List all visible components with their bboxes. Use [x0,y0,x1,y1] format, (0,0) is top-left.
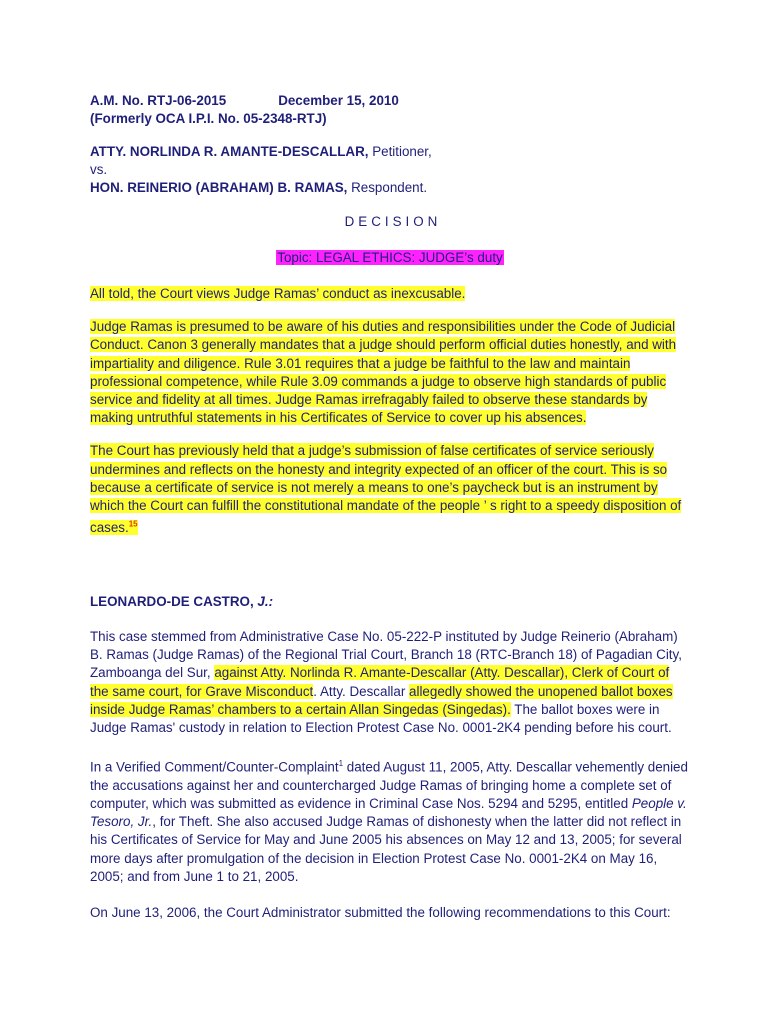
petitioner-line [90,143,690,161]
ponente-line [90,593,690,611]
highlight-text [90,443,681,534]
parties-block [90,143,690,197]
body-text: This case stemmed from Administrative Case No. 05-222-P instituted by Judge Reinerio (Abraham) B. Ramas (Judge Ramas) of the Regional Trial Court, Branch 18 (RTC-Branch 18) of Pagadian City, Zamboanga del Sur, [90,628,682,681]
petitioner-role: Petitioner, [368,144,432,159]
highlight-paragraph-3 [90,442,690,536]
body-text: In a Verified Comment/Counter-Complaint [90,759,339,775]
ponente-name: LEONARDO-DE CASTRO, [90,593,254,609]
respondent-role: Respondent. [347,180,428,195]
case-number: A.M. No. RTJ-06-2015 [90,93,227,108]
body-paragraph-3: On June 13, 2006, the Court Administrator submitted the following recommendations to this Court: [90,905,671,921]
case-title-italic: People v. Tesoro, Jr. [90,796,687,830]
body-text: dated August 11, 2005, Atty. Descallar vehemently denied the accusations against her and countercharged Judge Ramas of bringing home a complete set of computer, which was submitted as evidence in Criminal Case Nos. 5294 and 5295, entitled [90,759,688,811]
decision-title: DECISION [344,214,442,229]
highlight-text: against Atty. Norlinda R. Amante-Descallar (Atty. Descallar), Clerk of Court of the same court, for Grave Misconduct [90,665,670,699]
footnote-marker[interactable]: 15 [128,519,138,529]
case-number-line [90,92,690,110]
petitioner-name: ATTY. NORLINDA R. AMANTE-DESCALLAR, [90,144,369,159]
document-page [90,92,690,922]
formerly-line: (Formerly OCA I.P.I. No. 05-2348-RTJ) [90,111,327,126]
highlight-body: The Court has previously held that a judge’s submission of false certificates of service seriously undermines and reflects on the honesty and integrity expected of an officer of the court. This is so because a certificate of service is not merely a means to one’s paycheck but is an instrument by which the Court can fulfill the constitutional mandate of the people ’ s right to a speedy disposition of cases. [90,443,682,535]
footnote-marker[interactable]: 1 [338,759,344,769]
highlight-paragraph-2 [90,318,690,427]
body-text: The ballot boxes were in Judge Ramas' custody in relation to Election Protest Case No. 0001-2K4 pending before his court. [90,701,672,735]
highlight-text: Judge Ramas is presumed to be aware of his duties and responsibilities under the Code of Judicial Conduct. Canon 3 generally mandates that a judge should perform official duties honestly, and with impartiality and diligence. Rule 3.01 requires that a judge be faithful to the law and maintain professional competence, while Rule 3.09 commands a judge to observe high standards of public service and fidelity at all times. Judge Ramas irrefragably failed to observe these standards by making untruthful statements in his Certificates of Service to cover up his absences. [90,319,677,426]
versus-text: vs. [90,162,108,177]
respondent-line [90,179,690,197]
ponente-title: J.: [257,593,274,609]
body-text: . Atty. Descallar [313,683,410,699]
highlight-paragraph-1 [90,285,690,303]
body-paragraph-2 [90,755,690,886]
case-header [90,92,690,128]
case-date: December 15, 2010 [278,93,399,108]
body-text: , for Theft. She also accused Judge Ramas of dishonesty when the latter did not reflect in his Certificates of Service for May and June 2005 his absences on May 12 and 13, 2005; for several more days after promulgation of the decision in Election Protest Case No. 0001-2K4 on May 16, 2005; and from June 1 to 21, 2005. [90,814,682,884]
topic-label: Topic: LEGAL ETHICS: JUDGE’s duty [277,250,503,265]
highlight-text: All told, the Court views Judge Ramas’ conduct as inexcusable. [90,286,466,301]
respondent-name: HON. REINERIO (ABRAHAM) B. RAMAS, [90,180,348,195]
body-paragraph-1 [90,628,690,737]
topic-line [90,249,690,267]
highlight-text: allegedly showed the unopened ballot boxes inside Judge Ramas’ chambers to a certain Allan Singedas (Singedas). [90,683,673,717]
